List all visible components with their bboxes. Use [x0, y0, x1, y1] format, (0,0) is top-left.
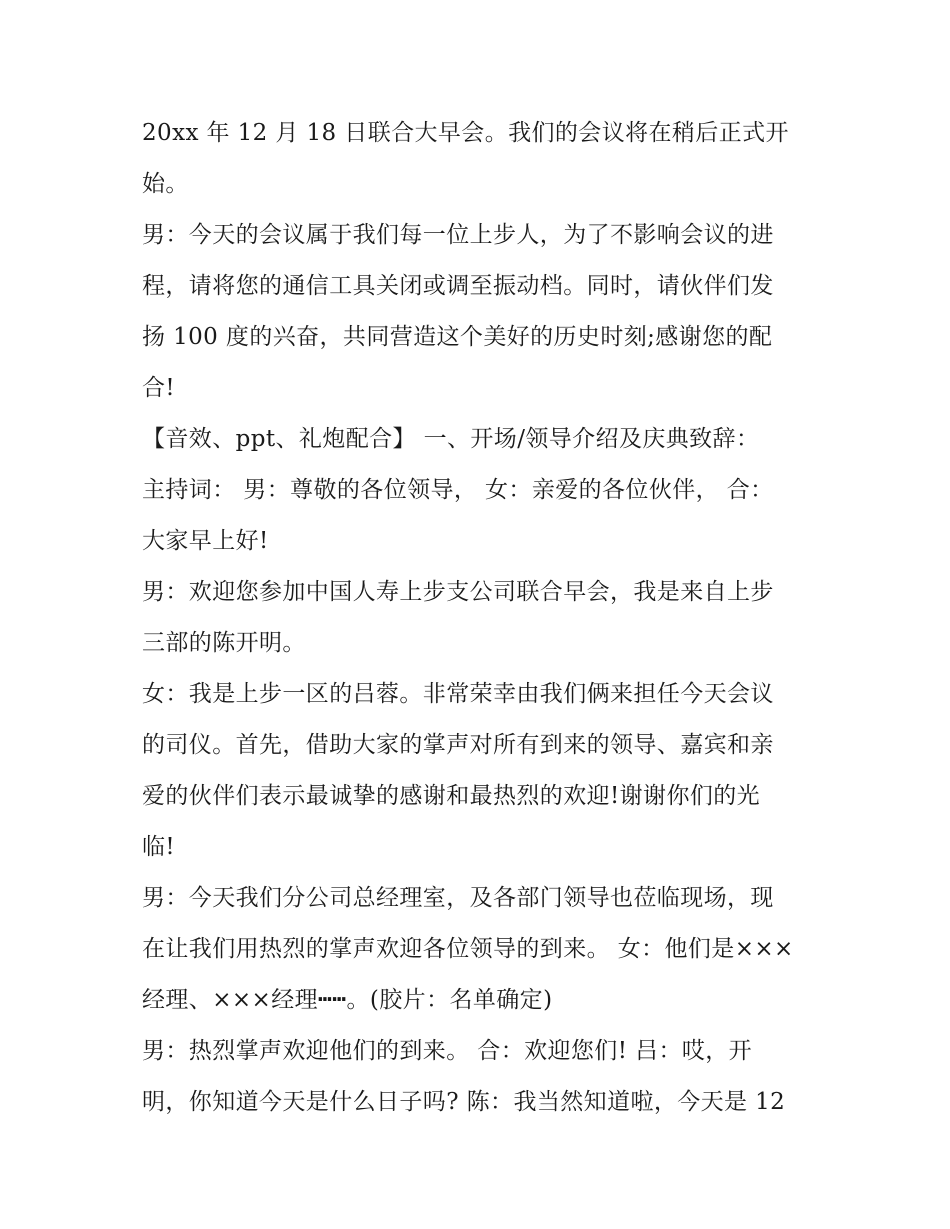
text-line: 20xx 年 12 月 18 日联合大早会。我们的会议将在稍后正式开: [142, 120, 789, 146]
text-line: 主持词： 男：尊敬的各位领导， 女：亲爱的各位伙伴， 合：: [142, 477, 774, 503]
text-line: 【音效、ppt、礼炮配合】 一、开场/领导介绍及庆典致辞：: [142, 426, 760, 452]
text-line: 合!: [142, 375, 176, 401]
text-line: 扬 100 度的兴奋，共同营造这个美好的历史时刻;感谢您的配: [142, 324, 773, 350]
text-line: 男：今天的会议属于我们每一位上步人，为了不影响会议的进: [142, 222, 774, 248]
text-line: 在让我们用热烈的掌声欢迎各位领导的到来。 女：他们是×××: [142, 936, 794, 962]
text-line: 男：热烈掌声欢迎他们的到来。 合：欢迎您们! 吕：哎，开: [142, 1038, 753, 1064]
text-line: 临!: [142, 834, 176, 860]
text-line: 男：欢迎您参加中国人寿上步支公司联合早会，我是来自上步: [142, 579, 774, 605]
text-line: 经理、×××经理┅┅。(胶片：名单确定): [142, 987, 553, 1013]
text-line: 程，请将您的通信工具关闭或调至振动档。同时，请伙伴们发: [142, 273, 774, 299]
text-line: 明，你知道今天是什么日子吗? 陈：我当然知道啦，今天是 12: [142, 1089, 786, 1115]
text-line: 始。: [142, 171, 189, 197]
text-line: 男：今天我们分公司总经理室，及各部门领导也莅临现场，现: [142, 885, 774, 911]
text-line: 爱的伙伴们表示最诚挚的感谢和最热烈的欢迎!谢谢你们的光: [142, 783, 761, 809]
text-line: 的司仪。首先，借助大家的掌声对所有到来的领导、嘉宾和亲: [142, 732, 774, 758]
text-line: 女：我是上步一区的吕蓉。非常荣幸由我们俩来担任今天会议: [142, 681, 774, 707]
document-body: [142, 108, 814, 1128]
text-line: 大家早上好!: [142, 528, 269, 554]
text-line: 三部的陈开明。: [142, 630, 306, 656]
